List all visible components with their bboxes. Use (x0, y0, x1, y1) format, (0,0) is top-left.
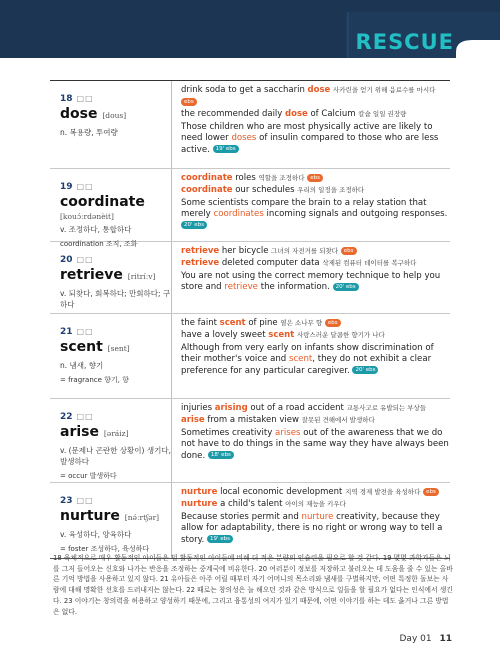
headword: nurture [nə́ːrtʃər] (60, 508, 160, 524)
header-banner (0, 0, 500, 58)
example-translation: 잘못된 견해에서 발생하다 (301, 416, 375, 424)
sentence-pre: Some scientists compare the brain to a relay station that merely (181, 198, 427, 220)
example-phrase (181, 329, 450, 341)
entry-examples-cell (172, 483, 450, 558)
example-post: our schedules (232, 185, 295, 195)
example-post: her bicycle (219, 246, 269, 256)
sentence-pre: Because stories permit and (181, 512, 302, 522)
pronunciation: [sent] (107, 344, 130, 353)
example-phrase (181, 486, 450, 498)
sentence-keyword: scent (288, 354, 313, 365)
example-phrase (181, 184, 450, 196)
banner-title: RESCUE (355, 30, 454, 54)
entry-examples-cell (172, 399, 450, 482)
example-pre: injuries (181, 403, 215, 413)
example-keyword: coordinate (181, 173, 233, 183)
example-keyword: nurture (181, 487, 218, 497)
source-badge: 20' ebs (352, 366, 378, 374)
related-word: = occur 발생하다 (60, 472, 117, 480)
headword: arise [əráiz] (60, 424, 129, 440)
vocab-entry (50, 399, 450, 483)
ebs-badge: ebs (341, 247, 357, 255)
related-word: coordination 조직, 조화 (60, 240, 138, 248)
source-badge: 19' ebs (213, 145, 239, 153)
entry-number: 19 (60, 182, 73, 192)
example-keyword: retrieve (181, 246, 220, 256)
example-keyword: arise (181, 415, 205, 425)
sentence-post: the information. (257, 282, 330, 293)
example-phrase (181, 108, 450, 120)
ebs-badge: ebs (423, 488, 439, 496)
related-word: = foster 조성하다, 육성하다 (60, 545, 150, 553)
pronunciation: [nə́ːrtʃər] (124, 513, 160, 522)
checkbox-icon[interactable]: □□ (76, 327, 94, 336)
example-sentence (181, 271, 450, 294)
sentence-pre: You are not using the correct memory technique to help you store and (181, 271, 441, 293)
entry-number: 21 (60, 327, 73, 337)
example-pre: the faint (181, 318, 220, 328)
entry-number: 20 (60, 255, 73, 265)
example-post: from a mistaken view (204, 415, 299, 425)
example-phrase (181, 402, 450, 414)
headword: dose [dous] (60, 106, 127, 122)
ebs-badge: ebs (181, 98, 197, 106)
example-post: a child's talent (217, 499, 283, 509)
example-keyword: nurture (181, 499, 218, 509)
example-translation: 사카린을 얻기 위해 음료수를 마시다 (332, 86, 436, 94)
sentence-pre: Sometimes creativity (181, 428, 276, 438)
checkbox-icon[interactable]: □□ (76, 496, 94, 505)
source-badge: 20' ebs (181, 221, 207, 229)
example-post: of pine (245, 318, 278, 328)
example-translation: 사랑스러운 달콤한 향기가 나다 (296, 331, 385, 339)
vocab-entry (50, 242, 450, 314)
entry-number: 18 (60, 94, 73, 104)
sentence-post: , they do not exhibit a clear preference for any particular caregiver. (181, 354, 432, 376)
example-keyword: retrieve (181, 258, 220, 268)
example-sentence (181, 428, 450, 462)
entry-headword-cell (50, 242, 172, 313)
example-translation: 칼슘 일일 권장량 (358, 110, 407, 118)
part-of-speech: v. 육성하다, 양육하다 (60, 530, 132, 539)
example-phrase (181, 414, 450, 426)
part-of-speech: n. 복용량, 투여량 (60, 128, 118, 137)
sentence-keyword: coordinates (213, 209, 264, 220)
entry-number-line (60, 86, 171, 105)
example-post: out of a road accident (247, 403, 344, 413)
sentence-keyword: arises (275, 428, 301, 438)
pronunciation: [dous] (102, 111, 127, 120)
ebs-badge: ebs (325, 319, 341, 327)
sentence-pre: Those children who are most physically active are likely to need lower (181, 122, 433, 144)
entry-headword-cell (50, 399, 172, 482)
example-sentence (181, 198, 450, 232)
headword: scent [sent] (60, 339, 130, 355)
entry-number: 23 (60, 496, 73, 506)
source-badge: 20' ebs (333, 283, 359, 291)
example-pre: drink soda to get a saccharin (181, 85, 308, 95)
example-keyword: coordinate (181, 185, 233, 195)
example-translation: 삭제된 컴퓨터 데이터를 복구하다 (322, 259, 417, 267)
vocab-entry (50, 314, 450, 399)
sentence-keyword: retrieve (224, 282, 258, 293)
sentence-post: of insulin compared to those who are less active. (181, 133, 439, 155)
entry-number-line (60, 488, 171, 507)
example-phrase (181, 257, 450, 269)
example-translation: 아이의 재능을 키우다 (285, 500, 346, 508)
part-of-speech: v. 되찾다, 회복하다; 만회하다; 구하다 (60, 289, 171, 309)
example-phrase (181, 84, 450, 108)
example-translation: 우리의 일정을 조정하다 (297, 186, 365, 194)
example-phrase (181, 317, 450, 329)
vocab-table (50, 81, 450, 559)
pronunciation: [əráiz] (103, 429, 129, 438)
example-sentence (181, 512, 450, 546)
entry-number-line (60, 404, 171, 423)
checkbox-icon[interactable]: □□ (76, 94, 94, 103)
sentence-post: out of the awareness that we do not have to do things in the same way they have always been done. (181, 428, 449, 461)
translation-text: 18 육체적으로 매우 활동적인 아이들은 덜 활동적인 아이들에 비해 더 적은 분량의 인슐린을 필요로 할 것 같다. 19 몇몇 과학자들은 뇌를 그저 들어오는 신호와 나가는 반응을 조정하는 중계국에 비유한다. 20 여러분이 정보를 저장하고 불러오는 데 도움을 줄 수 있는 올바른 기억 방법을 사용하고 있지 않다. 21 유아들은 아주 어릴 때부터 자기 어머니의 목소리와 냄새를 구별하지만, 어떤 특정한 돌보는 사람에 대해 명확한 선호를 드러내지는 않는다. 22 때로는 창의성은 늘 해오던 것과 같은 방식으로 일들을 할 필요가 없다는 인식에서 생긴다. 23 이야기는 창의력을 허용하고 양성하기 때문에, 그리고 융통성의 여지가 있기 때문에, 어떤 이야기를 하는 데도 옳거나 그른 방법은 없다. (53, 554, 453, 616)
entry-examples-cell (172, 314, 450, 398)
vocab-entry (50, 169, 450, 248)
entry-examples-cell (172, 81, 450, 168)
example-keyword: dose (285, 109, 308, 119)
example-translation: 지역 경제 발전을 육성하다 (345, 488, 421, 496)
related-word: = fragrance 향기, 향 (60, 376, 129, 384)
example-pre: the recommended daily (181, 109, 286, 119)
pronunciation: [ritríːv] (127, 272, 156, 281)
headword: retrieve [ritríːv] (60, 267, 156, 283)
sentence-pre: Although from very early on infants show discrimination of their mother's voice and (181, 343, 434, 365)
example-post: local economic development (217, 487, 343, 497)
page-number: 11 (439, 634, 452, 644)
checkbox-icon[interactable]: □□ (76, 255, 94, 264)
checkbox-icon[interactable]: □□ (76, 412, 94, 421)
sentence-post: creativity, because they allow for adaptability, there is no right or wrong way to tell a story. (181, 512, 443, 545)
sentence-keyword: nurture (301, 512, 334, 522)
entry-examples-cell (172, 169, 450, 241)
example-translation: 그녀의 자전거를 되찾다 (271, 247, 339, 255)
source-badge: 19' ebs (207, 535, 233, 543)
example-post: deleted computer data (219, 258, 320, 268)
entry-examples-cell (172, 242, 450, 313)
entry-headword-cell (50, 169, 172, 248)
example-translation: 교통사고로 유발되는 부상들 (346, 404, 427, 412)
vocab-entry (50, 81, 450, 169)
page-footer (400, 634, 453, 644)
entry-headword-cell (50, 314, 172, 398)
example-keyword: arising (214, 403, 248, 413)
vocab-entry (50, 483, 450, 559)
example-phrase (181, 172, 450, 184)
example-translation: 역할을 조정하다 (258, 174, 305, 182)
ebs-badge: ebs (307, 174, 323, 182)
example-phrase (181, 498, 450, 510)
entry-number-line (60, 174, 171, 193)
sentence-keyword: doses (231, 133, 257, 144)
example-sentence (181, 343, 450, 377)
example-sentence (181, 122, 450, 156)
example-translation: 옅은 소나무 향 (280, 319, 323, 327)
entry-number: 22 (60, 412, 73, 422)
entry-number-line (60, 319, 171, 338)
example-keyword: scent (219, 318, 246, 328)
entry-headword-cell (50, 483, 172, 558)
example-pre: have a lovely sweet (181, 330, 269, 340)
example-keyword: scent (268, 330, 295, 340)
example-post: of Calcium (307, 109, 356, 119)
checkbox-icon[interactable]: □□ (76, 182, 94, 191)
source-badge: 18' ebs (208, 451, 234, 459)
part-of-speech: n. 냄새, 향기 (60, 361, 104, 370)
example-keyword: dose (307, 85, 331, 95)
entry-headword-cell (50, 81, 172, 168)
example-post: roles (232, 173, 256, 183)
example-phrase (181, 245, 450, 257)
pronunciation: [kouɔ́ːrdənèit] (60, 212, 114, 221)
sentence-post: incoming signals and outgoing responses. (263, 209, 448, 220)
part-of-speech: v. 조정하다, 통합하다 (60, 225, 132, 234)
headword: coordinate (60, 194, 145, 210)
day-label: Day 01 (399, 634, 432, 644)
entry-number-line (60, 247, 171, 266)
part-of-speech: v. (문제나 곤란한 상황이) 생기다, 발생하다 (60, 446, 171, 466)
